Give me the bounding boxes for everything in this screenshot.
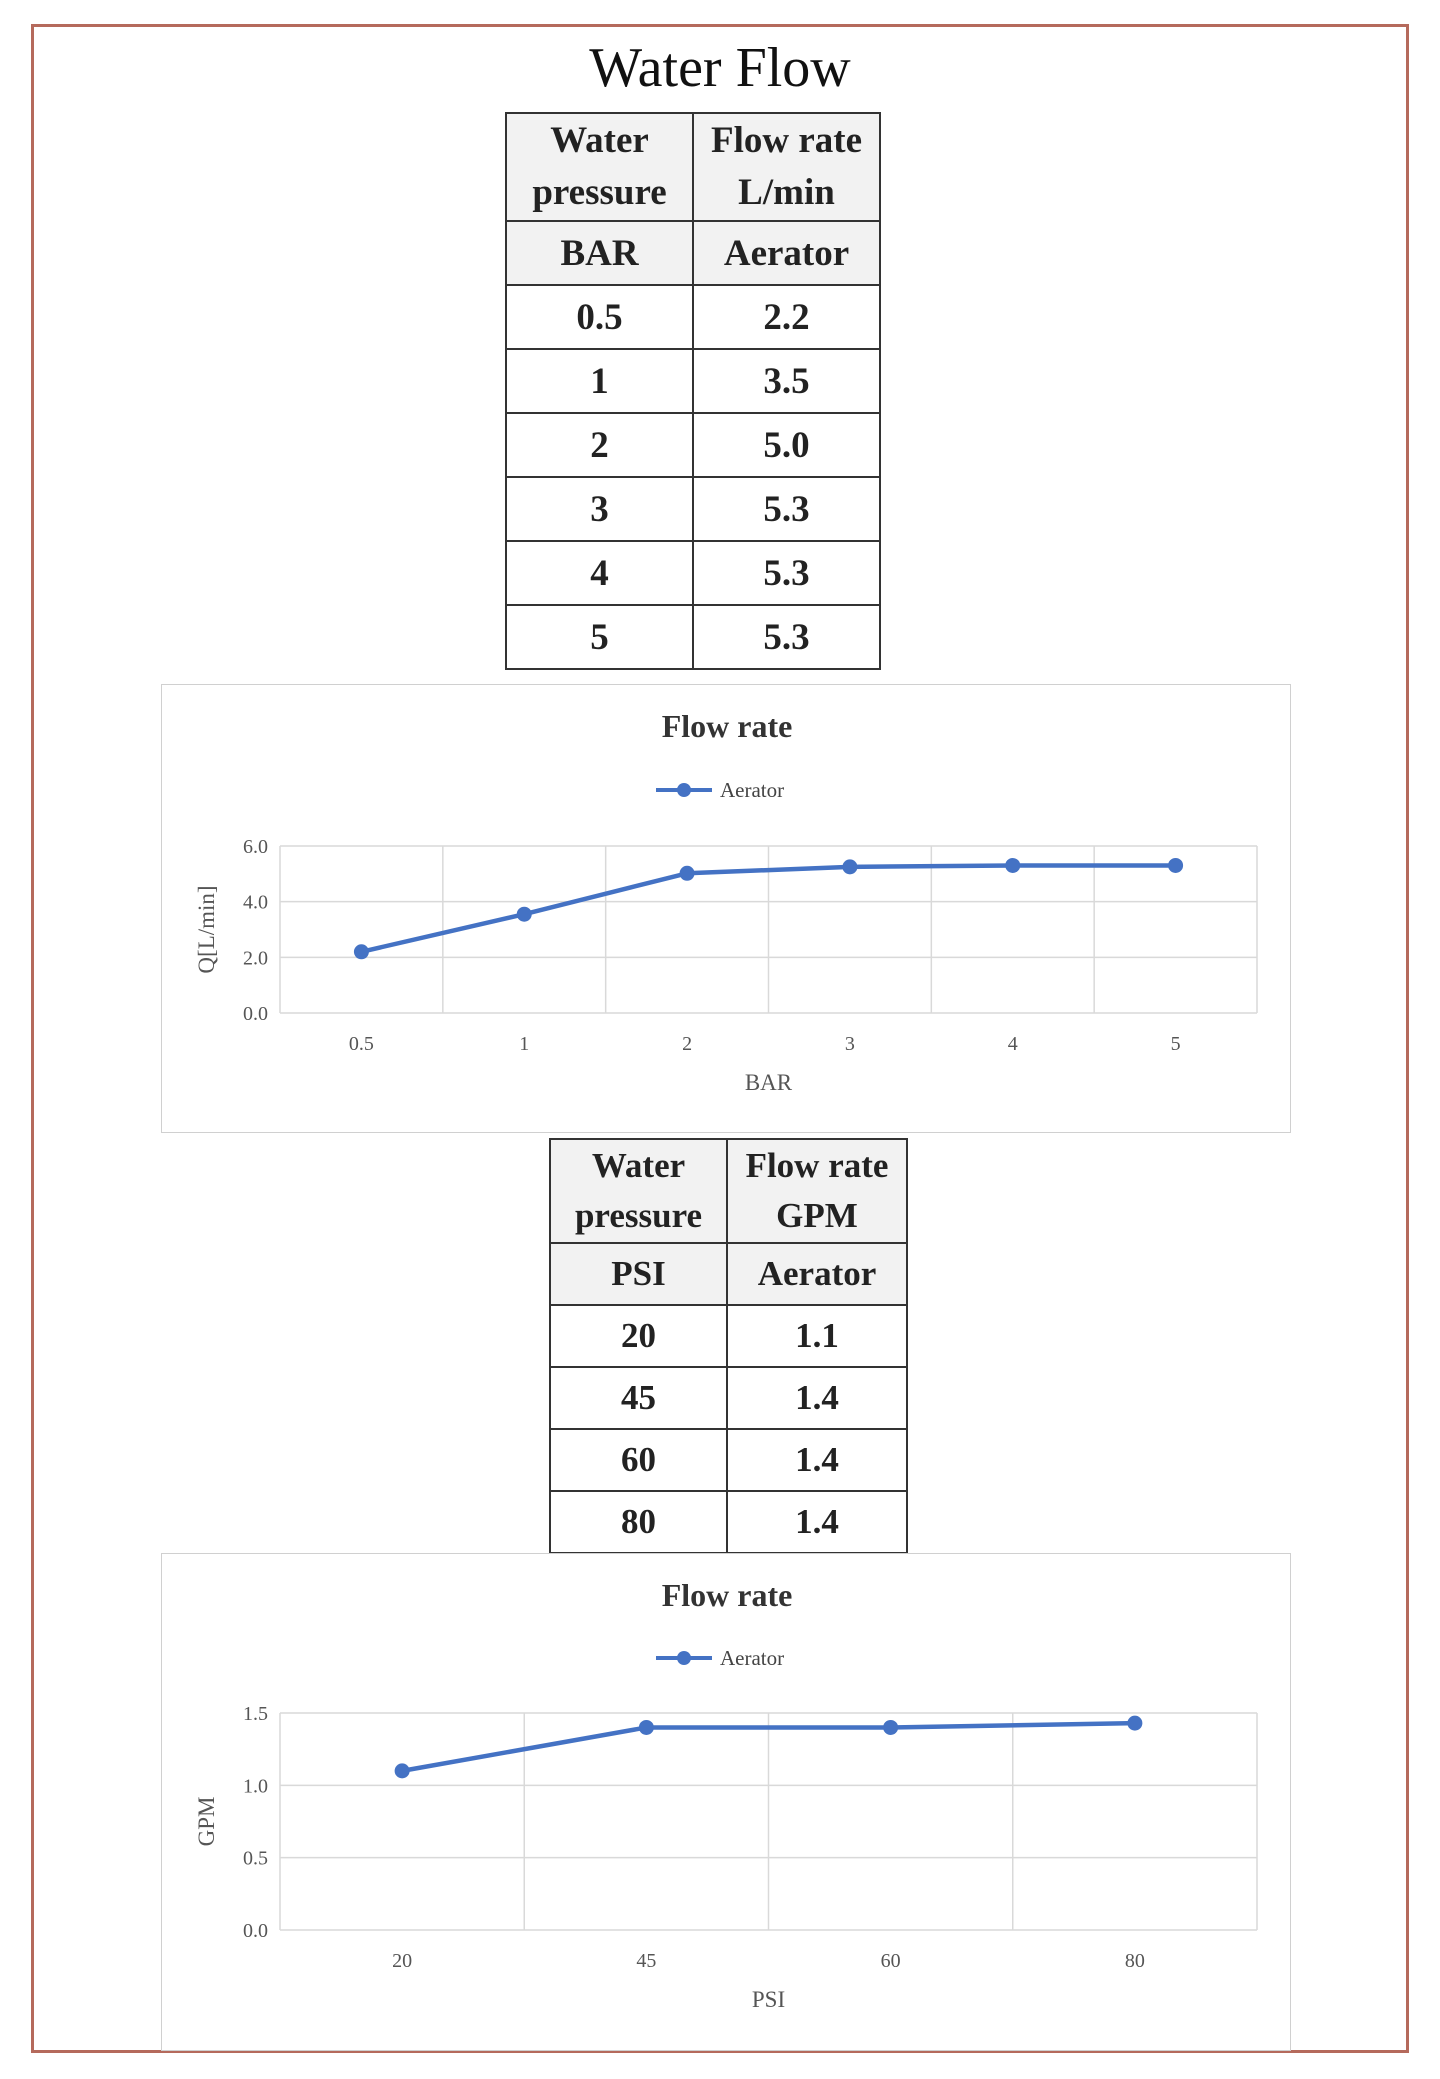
x-tick-label: 80: [1124, 1950, 1145, 1972]
data-point: [354, 944, 369, 959]
y-tick-label: 1.5: [243, 1703, 268, 1725]
legend-marker: [677, 783, 691, 797]
header-flow-rate: Flow rate GPM: [727, 1139, 907, 1243]
data-point: [1127, 1716, 1142, 1731]
table-header-row: [550, 1243, 907, 1305]
y-tick-label: 0.0: [243, 1003, 268, 1025]
table-header-row: [506, 221, 880, 285]
data-point: [842, 859, 857, 874]
data-point: [1005, 858, 1020, 873]
table-cell: 1.4: [727, 1491, 907, 1553]
data-point: [639, 1720, 654, 1735]
table-cell: 3: [506, 477, 693, 541]
table-cell: 5.0: [693, 413, 880, 477]
table-cell: 1: [506, 349, 693, 413]
x-tick-label: 1: [519, 1033, 530, 1055]
table-cell: 5.3: [693, 605, 880, 669]
y-tick-label: 4.0: [243, 891, 268, 914]
data-point: [680, 866, 695, 881]
table-row: [550, 1305, 907, 1367]
table-row: [550, 1367, 907, 1429]
y-axis-label: Q[L/min]: [194, 885, 219, 974]
x-tick-label: 20: [392, 1950, 413, 1972]
table-cell: 1.4: [727, 1367, 907, 1429]
bar-chart-svg: [162, 685, 1292, 1134]
table-cell: 5.3: [693, 477, 880, 541]
table-cell: 5.3: [693, 541, 880, 605]
table-row: [506, 605, 880, 669]
table-cell: 20: [550, 1305, 727, 1367]
data-point: [395, 1763, 410, 1778]
x-tick-label: 2: [682, 1033, 693, 1055]
table-cell: 0.5: [506, 285, 693, 349]
chart-title: Flow rate: [661, 1577, 793, 1613]
table-cell: 1.4: [727, 1429, 907, 1491]
chart-title: Flow rate: [661, 708, 793, 744]
x-tick-label: 60: [880, 1950, 901, 1972]
data-point: [883, 1720, 898, 1735]
psi-flow-chart: [161, 1553, 1291, 2051]
table-cell: 4: [506, 541, 693, 605]
psi-flow-table: [549, 1138, 908, 1554]
table-cell: 45: [550, 1367, 727, 1429]
x-tick-label: 5: [1170, 1033, 1181, 1055]
legend-marker: [677, 1651, 691, 1665]
table-cell: 80: [550, 1491, 727, 1553]
table-header-row: [550, 1139, 907, 1243]
table-cell: 1.1: [727, 1305, 907, 1367]
header-unit: BAR: [506, 221, 693, 285]
table-row: [550, 1429, 907, 1491]
legend-label: Aerator: [720, 1646, 785, 1670]
header-water-pressure: Water pressure: [550, 1139, 727, 1243]
y-tick-label: 0.0: [243, 1920, 268, 1942]
legend-label: Aerator: [720, 778, 785, 802]
y-tick-label: 1.0: [243, 1775, 268, 1798]
table-row: [550, 1491, 907, 1553]
data-point: [517, 907, 532, 922]
x-tick-label: 3: [844, 1033, 855, 1055]
x-tick-label: 45: [636, 1950, 657, 1972]
header-water-pressure: Water pressure: [506, 113, 693, 221]
table-cell: 2: [506, 413, 693, 477]
x-tick-label: 0.5: [348, 1033, 374, 1055]
y-tick-label: 0.5: [243, 1847, 268, 1870]
header-flow-rate: Flow rate L/min: [693, 113, 880, 221]
table-cell: 5: [506, 605, 693, 669]
y-axis-label: GPM: [194, 1796, 219, 1847]
table-cell: 2.2: [693, 285, 880, 349]
table-cell: 60: [550, 1429, 727, 1491]
x-tick-label: 4: [1007, 1033, 1018, 1055]
table-row: [506, 413, 880, 477]
table-cell: 3.5: [693, 349, 880, 413]
y-tick-label: 2.0: [243, 947, 268, 970]
x-axis-label: PSI: [751, 1987, 786, 2012]
psi-chart-svg: [162, 1554, 1292, 2052]
bar-flow-chart: [161, 684, 1291, 1133]
x-axis-label: BAR: [744, 1070, 793, 1095]
table-row: [506, 285, 880, 349]
header-unit: PSI: [550, 1243, 727, 1305]
page-title: Water Flow: [589, 37, 851, 99]
table-header-row: [506, 113, 880, 221]
data-point: [1168, 858, 1183, 873]
table-row: [506, 349, 880, 413]
table-row: [506, 541, 880, 605]
bar-flow-table: [505, 112, 881, 670]
header-series: Aerator: [693, 221, 880, 285]
y-tick-label: 6.0: [243, 836, 268, 858]
header-series: Aerator: [727, 1243, 907, 1305]
table-row: [506, 477, 880, 541]
